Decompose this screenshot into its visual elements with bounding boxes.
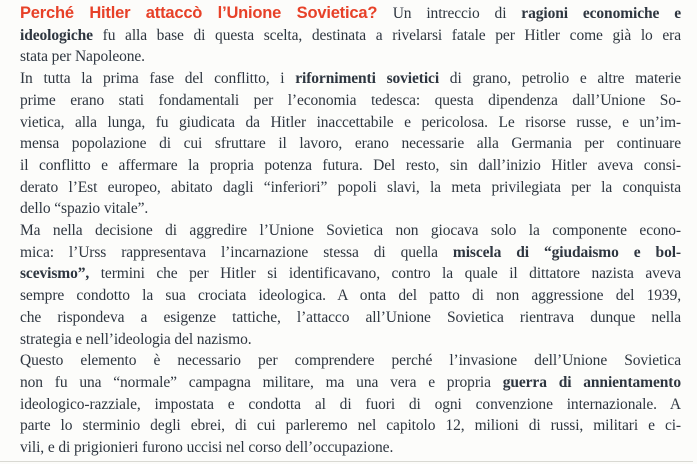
bold-text-segment: miscela di “giudaismo e bol- — [452, 243, 681, 261]
text-line — [20, 350, 681, 372]
text-segment: che rispondeva a esigenze tattiche, l’attacco all’Unione Sovietica rientrava dunque nella — [20, 308, 681, 326]
text-segment: In tutta la prima fase del conflitto, i — [20, 70, 296, 88]
text-line — [20, 329, 681, 351]
text-line — [20, 3, 681, 25]
paragraph — [20, 220, 681, 350]
text-line — [20, 307, 681, 329]
text-line — [20, 198, 681, 220]
paragraph — [20, 3, 681, 68]
text-segment: derato l’Est europeo, abitato dagli “inferiori” popoli slavi, la meta privilegiata per la conquista — [20, 178, 681, 196]
bold-text-segment: ragioni economiche e — [521, 5, 681, 22]
text-line — [20, 46, 681, 68]
text-line — [20, 112, 681, 134]
text-line — [20, 155, 681, 177]
text-segment: strategia e nell’ideologia del nazismo. — [20, 330, 252, 348]
text-line — [20, 242, 681, 264]
text-line — [20, 415, 681, 437]
text-segment: vili, e di prigionieri furono uccisi nel corso dell’occupazione. — [20, 439, 394, 457]
text-line — [20, 263, 681, 285]
text-line — [20, 90, 681, 112]
text-segment: parte lo sterminio degli ebrei, di cui parleremo nel capitolo 12, milioni di russi, militari e ci- — [20, 417, 681, 435]
text-segment: Un intreccio di — [392, 5, 522, 22]
text-line — [20, 68, 681, 90]
text-segment: ideologico-razziale, impostata e condotta al di fuori di ogni convenzione internazionale. A — [20, 395, 681, 413]
text-segment: non fu una “normale” campagna militare, ma una vera e propria — [20, 373, 503, 391]
section-heading: Perché Hitler attaccò l’Unione Sovietica? — [20, 4, 393, 22]
bold-text-segment: guerra di annientamento — [502, 373, 681, 391]
text-line — [20, 394, 681, 416]
text-line — [20, 133, 681, 155]
text-segment: stata per Napoleone. — [20, 48, 145, 66]
text-segment: fu alla base di questa scelta, destinata a rivelarsi fatale per Hitler come già lo era — [102, 26, 681, 44]
text-segment: Questo elemento è necessario per comprendere perché l’invasione dell’Unione Sovietica — [20, 352, 681, 370]
text-line — [20, 285, 681, 307]
text-segment: mica: l’Urss rappresentava l’incarnazione stessa di quella — [20, 243, 453, 261]
text-line — [20, 437, 681, 459]
text-segment: dello “spazio vitale”. — [20, 200, 149, 218]
text-segment: Ma nella decisione di aggredire l’Unione Sovietica non giocava solo la componente econo- — [20, 222, 681, 240]
text-segment: il conflitto e affermare la propria potenza futura. Del resto, sin dall’inizio Hitler aveva consi- — [20, 156, 681, 174]
text-segment: di grano, petrolio e altre materie — [439, 70, 681, 88]
text-line — [20, 372, 681, 394]
text-line — [20, 220, 681, 242]
text-segment: termini che per Hitler si identificavano, contro la quale il dittatore nazista aveva — [89, 265, 681, 283]
text-segment: sempre condotto la sua crociata ideologica. A onta del patto di non aggressione del 1939, — [20, 287, 681, 305]
text-segment: mensa popolazione di cui sfruttare il lavoro, erano necessarie alla Germania per continuare — [20, 135, 681, 153]
text-segment: prime erano stati fondamentali per l’economia tedesca: questa dipendenza dall’Unione So- — [20, 91, 681, 109]
text-line — [20, 177, 681, 199]
text-line — [20, 25, 681, 47]
bold-text-segment: rifornimenti sovietici — [295, 70, 440, 88]
paragraph — [20, 68, 681, 220]
bottom-divider — [0, 461, 693, 462]
bold-text-segment: scevismo”, — [20, 265, 90, 283]
text-segment: vietica, alla lunga, fu giudicata da Hitler inaccettabile e pericolosa. Le risorse russe, e un’im- — [20, 113, 681, 131]
bold-text-segment: ideologiche — [20, 26, 103, 44]
paragraph — [20, 350, 681, 459]
textbook-passage — [20, 3, 681, 459]
